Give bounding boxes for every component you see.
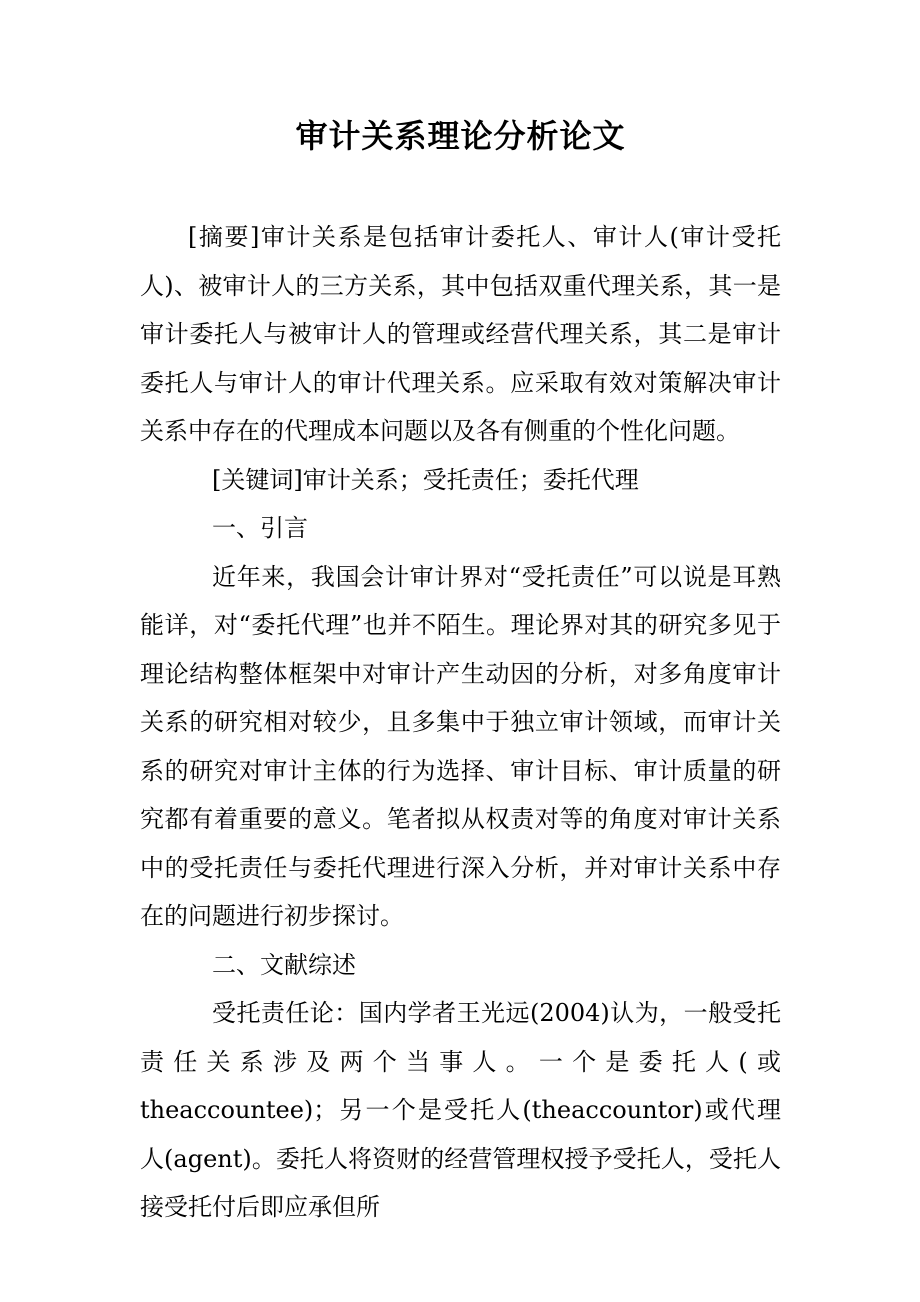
introduction-paragraph: 近年来，我国会计审计界对“受托责任”可以说是耳熟能详，对“委托代理”也并不陌生。理论界对其的研究多见于理论结构整体框架中对审计产生动因的分析，对多角度审计关系的研究相对较少，且多集中于独立审计领域，而审计关系的研究对审计主体的行为选择、审计目标、审计质量的研究都有着重要的意义。笔者拟从权责对等的角度对审计关系中的受托责任与委托代理进行深入分析，并对审计关系中存在的问题进行初步探讨。 [140,562,781,930]
section-heading-introduction: 一、引言 [212,514,308,542]
keywords-paragraph: [关键词]审计关系；受托责任；委托代理 [212,465,639,494]
literature-review-paragraph: 受托责任论：国内学者王光远(2004)认为，一般受托责任关系涉及两个当事人。一个是委托人(或 theaccountee)；另一个是受托人(theaccountor)或代理人(agent)。委托人将资财的经营管理权授予受托人，受托人接受托付后即应承但所 [140,999,781,1221]
document-body [140,213,781,1232]
abstract-paragraph: [摘要]审计关系是包括审计委托人、审计人(审计受托人)、被审计人的三方关系，其中包括双重代理关系，其一是审计委托人与被审计人的管理或经营代理关系，其二是审计委托人与审计人的审计代理关系。应采取有效对策解决审计关系中存在的代理成本问题以及各有侧重的个性化问题。 [140,223,781,445]
document-title: 审计关系理论分析论文 [295,117,626,155]
section-heading-literature-review: 二、文献综述 [212,950,356,979]
